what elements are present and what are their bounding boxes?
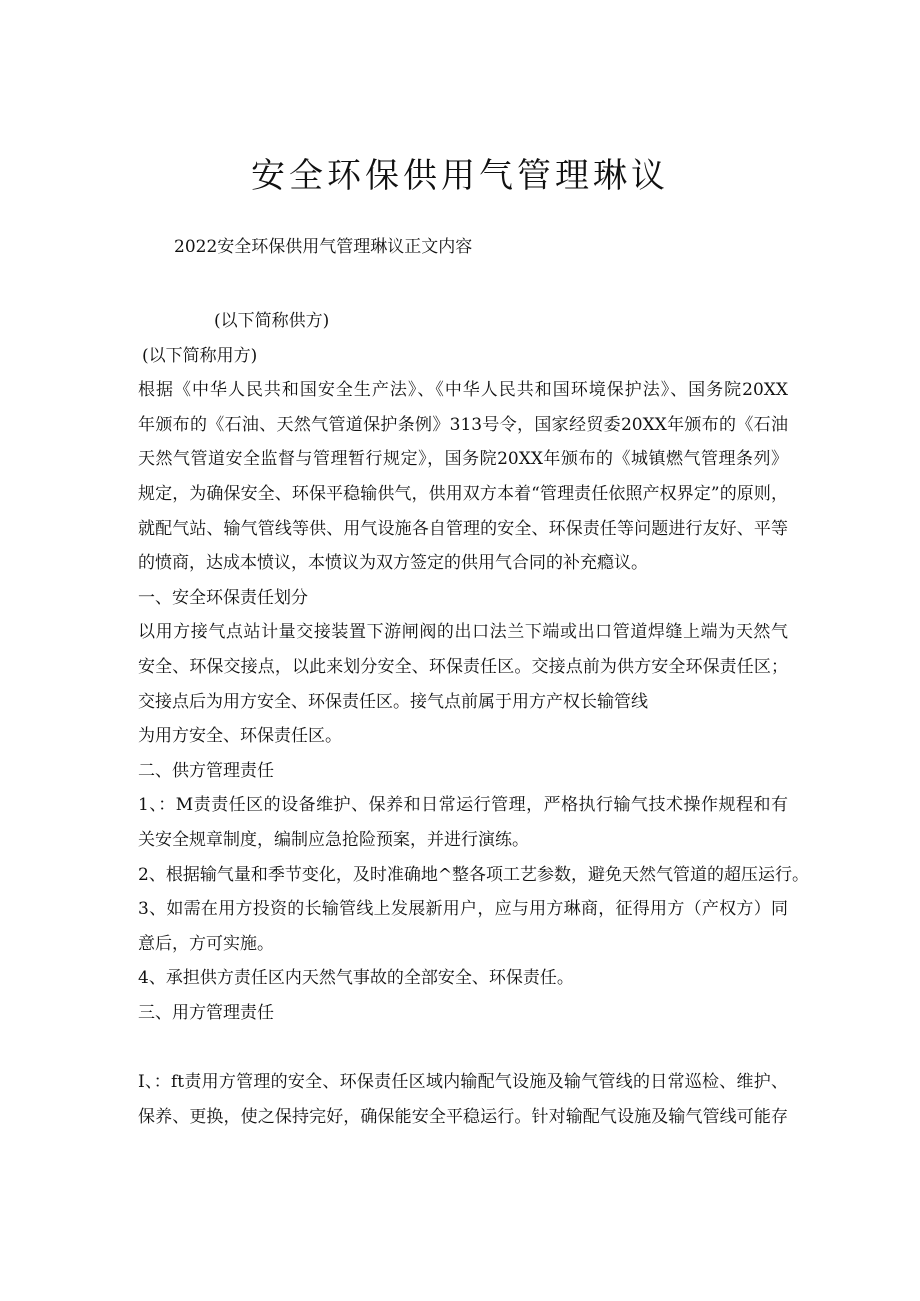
paragraph-line: 以用方接气点站计量交接装置下游闸阀的出口法兰下端或出口管道焊缝上端为天然气 bbox=[138, 622, 788, 643]
paragraph-line: 安全、环保交接点，以此来划分安全、环保责任区。交接点前为供方安全环保责任区； bbox=[138, 656, 788, 677]
list-item: 3、如需在用方投资的长输管线上发展新用户，应与用方琳商，征得用方（产权方）同 bbox=[138, 899, 788, 920]
paragraph-line: 天然气管道安全监督与管理暂行规定》，国务院20XX年颁布的《城镇燃气管理条列》 bbox=[138, 449, 788, 470]
paragraph-line: 根据《中华人民共和国安全生产法》、《中华人民共和国环境保护法》、国务院20XX bbox=[138, 380, 788, 401]
paragraph-line: 规定，为确保安全、环保平稳输供气，供用双方本着“管理责任依照产权界定”的原则， bbox=[138, 483, 788, 504]
list-item: 4、承担供方责任区内天然气事故的全部安全、环保责任。 bbox=[138, 968, 574, 989]
section-heading: 三、用方管理责任 bbox=[138, 1002, 274, 1023]
section-heading: 一、安全环保责任划分 bbox=[138, 587, 308, 608]
list-item-continuation: 关安全规章制度，编制应急抢险预案，并进行演练。 bbox=[138, 829, 529, 850]
document-title: 安全环保供用气管理琳议 bbox=[251, 156, 669, 196]
list-item: I、：ft责用方管理的安全、环保责任区域内输配气设施及输气管线的日常巡检、维护、 bbox=[138, 1072, 788, 1093]
list-item: 1、：M责责任区的设备维护、保养和日常运行管理，严格执行输气技术操作规程和有 bbox=[138, 795, 788, 816]
paragraph-line: 年颁布的《石油、天然气管道保护条例》313号令，国家经贸委20XX年颁布的《石油 bbox=[138, 414, 788, 435]
paragraph-line: 就配气站、输气管线等供、用气设施各自管理的安全、环保责任等问题进行友好、平等 bbox=[138, 518, 788, 539]
paragraph-line: 为用方安全、环保责任区。 bbox=[138, 726, 342, 747]
paragraph-line: 的愤商，达成本愤议，本愤议为双方签定的供用气合同的补充瘾议。 bbox=[138, 553, 648, 574]
paragraph-line: 交接点后为用方安全、环保责任区。接气点前属于用方产权长输管线 bbox=[138, 691, 648, 712]
list-item-continuation: 保养、更换，使之保持完好，确保能安全平稳运行。针对输配气设施及输气管线可能存 bbox=[138, 1106, 788, 1127]
blank-line bbox=[138, 1030, 798, 1065]
list-item: 2、根据输气量和季节变化，及时准确地^整各项工艺参数，避免天然气管道的超压运行。 bbox=[138, 864, 810, 885]
supplier-alias-line: (以下简称供方) bbox=[214, 311, 330, 331]
document-body bbox=[138, 304, 810, 1134]
list-item-continuation: 意后，方可实施。 bbox=[138, 933, 274, 954]
document-subtitle: 2022安全环保供用气管理琳议正文内容 bbox=[174, 237, 473, 257]
section-heading: 二、供方管理责任 bbox=[138, 760, 274, 781]
user-alias-line: (以下简称用方) bbox=[142, 345, 258, 366]
